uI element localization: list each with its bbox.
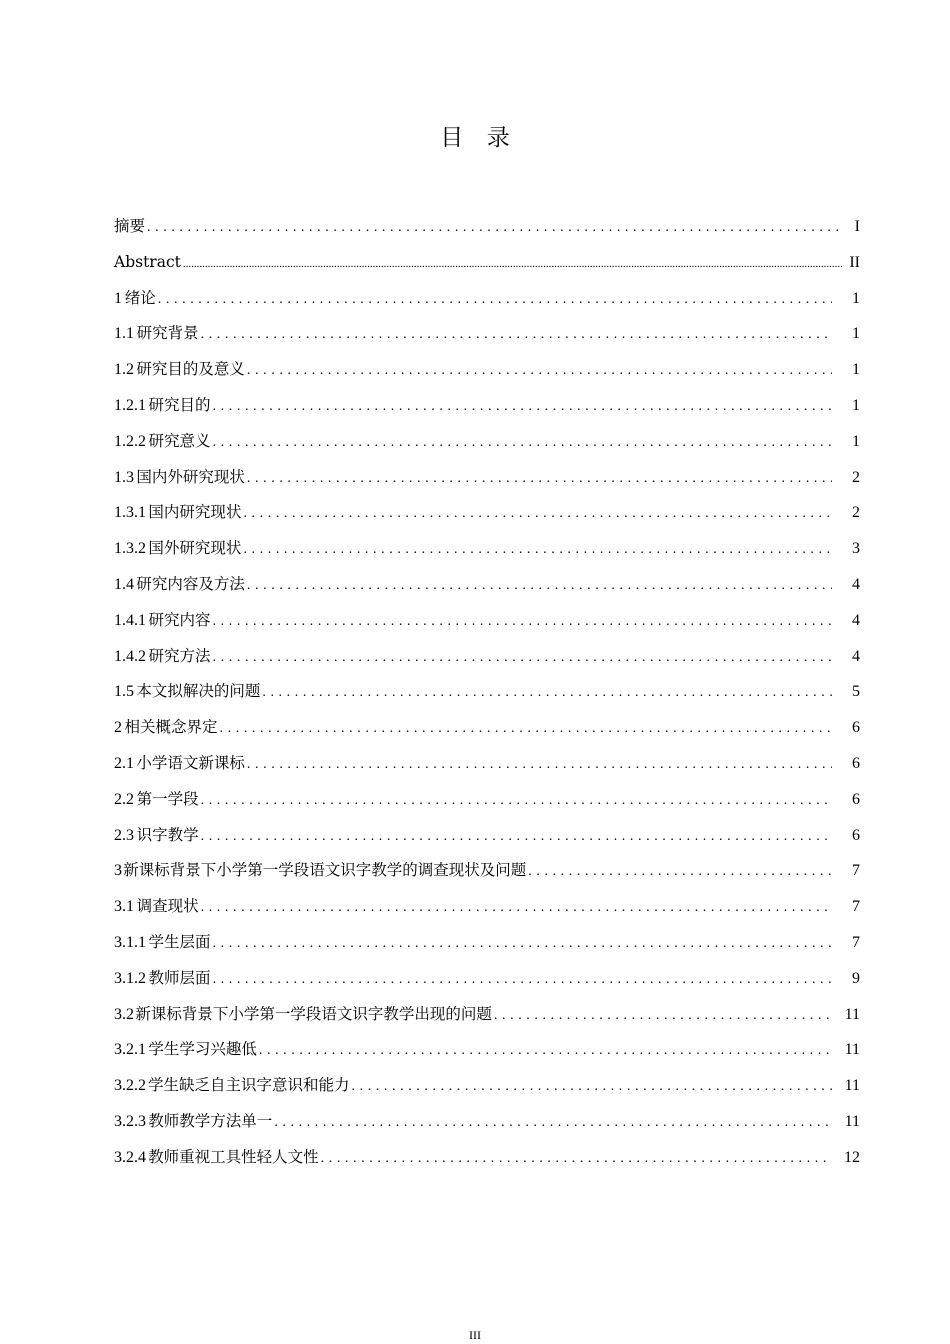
toc-entry-label: 教师层面 (148, 968, 211, 987)
toc-entry-number: 3.2 (114, 1005, 134, 1023)
toc-entry[interactable] (114, 351, 860, 387)
toc-dot-leader (213, 604, 832, 640)
toc-entry-label: Abstract (114, 252, 181, 271)
toc-dot-leader (247, 747, 832, 783)
toc-entry-page: 1 (852, 396, 860, 414)
toc-dot-leader (201, 819, 832, 855)
toc-entry[interactable] (114, 996, 860, 1032)
toc-entry[interactable] (114, 817, 860, 853)
toc-dot-leader (247, 461, 832, 497)
toc-entry-label: 本文拟解决的问题 (136, 682, 261, 701)
toc-entry-label: 新课标背景下小学第一学段语文识字教学出现的问题 (135, 1004, 492, 1023)
toc-dot-leader (213, 962, 832, 998)
toc-entry[interactable] (114, 1103, 860, 1139)
toc-dot-leader (213, 425, 832, 461)
toc-entry-page: 1 (852, 289, 860, 307)
toc-entry-page: 6 (852, 719, 860, 737)
toc-entry[interactable] (114, 459, 860, 495)
toc-entry-label: 研究目的及意义 (136, 360, 245, 379)
toc-entry[interactable] (114, 423, 860, 459)
toc-entry-number: 1.2.1 (114, 396, 146, 414)
toc-entry-label: 学生缺乏自主识字意识和能力 (147, 1076, 350, 1095)
toc-entry-label: 研究方法 (148, 646, 211, 665)
toc-entry-page: 11 (844, 1112, 860, 1130)
toc-entry-number: 3.2.3 (114, 1112, 146, 1130)
toc-entry-label: 小学语文新课标 (136, 753, 245, 772)
toc-entry-number: 3.1.2 (114, 969, 146, 987)
toc-entry-label: 研究背景 (136, 324, 199, 343)
toc-entry[interactable] (114, 1031, 860, 1067)
toc-entry-label: 研究内容及方法 (136, 574, 245, 593)
toc-entry-page: 2 (852, 504, 860, 522)
toc-entry-number: 3.2.2 (114, 1077, 146, 1095)
toc-entry-label: 学生学习兴趣低 (148, 1040, 257, 1059)
toc-entry-page: 1 (852, 432, 860, 450)
toc-entry-number: 1.3.1 (114, 504, 146, 522)
toc-entry[interactable] (114, 602, 860, 638)
toc-entry[interactable] (114, 387, 860, 423)
toc-entry-label: 识字教学 (136, 825, 199, 844)
toc-entry[interactable] (114, 638, 860, 674)
toc-entry[interactable] (114, 673, 860, 709)
toc-entry-number: 1.3.2 (114, 540, 146, 558)
toc-dot-leader (213, 640, 832, 676)
toc-entry[interactable] (114, 709, 860, 745)
toc-dot-leader (147, 210, 842, 246)
toc-entry[interactable] (114, 781, 860, 817)
toc-entry-number: 1.4 (114, 575, 134, 593)
toc-entry-page: 7 (852, 933, 860, 951)
toc-entry[interactable] (114, 494, 860, 530)
toc-entry[interactable] (114, 1139, 860, 1175)
toc-dot-leader (201, 890, 832, 926)
toc-entry-label: 学生层面 (148, 932, 211, 951)
toc-dot-leader (274, 1105, 832, 1141)
toc-entry-number: 2.1 (114, 754, 134, 772)
toc-entry-number: 2 (114, 719, 122, 737)
toc-entry[interactable] (114, 1067, 860, 1103)
toc-dot-leader (262, 675, 832, 711)
toc-entry[interactable] (114, 566, 860, 602)
toc-dot-leader (243, 532, 832, 568)
toc-dot-leader (247, 353, 832, 389)
toc-entry-label: 研究目的 (148, 395, 211, 414)
toc-entry-page: 11 (844, 1077, 860, 1095)
toc-dot-leader (494, 998, 832, 1034)
toc-entry-page: 6 (852, 826, 860, 844)
toc-entry-label: 国外研究现状 (148, 539, 242, 558)
toc-entry-number: 1.2 (114, 361, 134, 379)
toc-entry[interactable] (114, 315, 860, 351)
toc-entry-page: 4 (852, 611, 860, 629)
toc-entry-number: 3.1 (114, 898, 134, 916)
toc-entry-number: 1.2.2 (114, 432, 146, 450)
toc-entry[interactable] (114, 852, 860, 888)
toc-entry-label: 国内外研究现状 (136, 467, 245, 486)
toc-dot-leader (201, 783, 832, 819)
toc-dot-leader (183, 246, 843, 282)
toc-dot-leader (259, 1033, 832, 1069)
toc-entry-label: 研究内容 (148, 610, 211, 629)
toc-dot-leader (243, 496, 832, 532)
toc-entry-page: 9 (852, 969, 860, 987)
toc-entry-label: 摘要 (114, 217, 146, 235)
toc-dot-leader (220, 711, 832, 747)
toc-entry-number: 2.3 (114, 826, 134, 844)
table-of-contents (114, 208, 860, 1175)
toc-entry-page: 11 (844, 1005, 860, 1023)
toc-entry-page: 12 (844, 1148, 860, 1166)
page-number: III (469, 1328, 481, 1342)
toc-entry-number: 2.2 (114, 790, 134, 808)
toc-entry-page: II (849, 253, 860, 271)
toc-entry-label: 相关概念界定 (124, 718, 218, 737)
toc-entry-page: 2 (852, 468, 860, 486)
toc-dot-leader (352, 1069, 833, 1105)
toc-dot-leader (158, 282, 832, 318)
toc-entry-label: 研究意义 (148, 431, 211, 450)
toc-entry-number: 1.4.2 (114, 647, 146, 665)
toc-entry-page: 7 (852, 862, 860, 880)
toc-entry[interactable] (114, 244, 860, 280)
toc-entry[interactable] (114, 280, 860, 316)
toc-entry[interactable] (114, 888, 860, 924)
toc-entry-number: 3 (114, 862, 122, 880)
toc-dot-leader (201, 317, 832, 353)
toc-entry-page: 1 (852, 325, 860, 343)
toc-entry-page: 6 (852, 790, 860, 808)
toc-entry-page: 4 (852, 575, 860, 593)
toc-entry-number: 1.4.1 (114, 611, 146, 629)
toc-entry-number: 1 (114, 289, 122, 307)
toc-entry-page: 7 (852, 898, 860, 916)
toc-entry-page: 1 (852, 361, 860, 379)
toc-entry-label: 调查现状 (136, 897, 199, 916)
toc-dot-leader (247, 568, 832, 604)
toc-entry-page: 11 (844, 1041, 860, 1059)
toc-dot-leader (213, 389, 832, 425)
toc-entry-page: I (854, 218, 860, 235)
toc-entry-number: 3.1.1 (114, 933, 146, 951)
toc-entry[interactable] (114, 745, 860, 781)
toc-entry[interactable] (114, 208, 860, 244)
toc-entry-label: 新课标背景下小学第一学段语文识字教学的调查现状及问题 (123, 861, 527, 880)
toc-entry-page: 4 (852, 647, 860, 665)
toc-entry-number: 1.1 (114, 325, 134, 343)
toc-entry-label: 第一学段 (136, 789, 199, 808)
toc-entry[interactable] (114, 960, 860, 996)
toc-entry[interactable] (114, 530, 860, 566)
toc-entry[interactable] (114, 924, 860, 960)
toc-entry-label: 教师教学方法单一 (148, 1111, 273, 1130)
toc-dot-leader (321, 1141, 832, 1177)
toc-entry-label: 绪论 (124, 288, 156, 307)
toc-entry-number: 3.2.1 (114, 1041, 146, 1059)
toc-entry-number: 1.3 (114, 468, 134, 486)
page-title: 目 录 (440, 125, 518, 151)
toc-entry-page: 6 (852, 754, 860, 772)
toc-entry-label: 国内研究现状 (148, 503, 242, 522)
toc-entry-number: 3.2.4 (114, 1148, 146, 1166)
toc-entry-label: 教师重视工具性轻人文性 (148, 1147, 319, 1166)
toc-entry-page: 5 (852, 683, 860, 701)
toc-dot-leader (213, 926, 832, 962)
toc-entry-number: 1.5 (114, 683, 134, 701)
toc-dot-leader (528, 854, 832, 890)
toc-entry-page: 3 (852, 540, 860, 558)
